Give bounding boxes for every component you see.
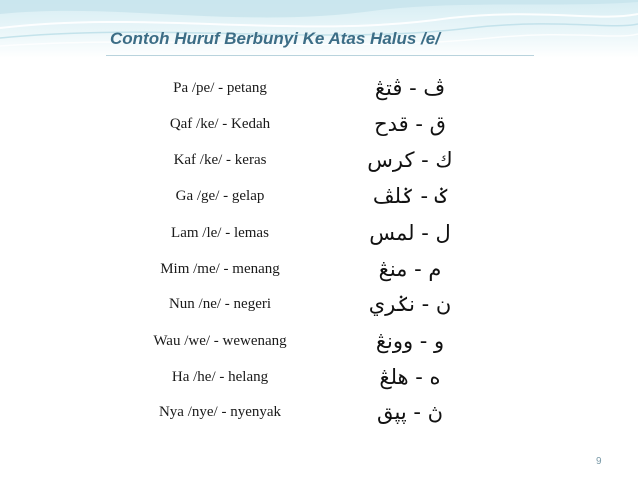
jawi-example: ه - هلڠ — [379, 365, 441, 389]
latin-example: Nun /ne/ - negeri — [168, 296, 272, 312]
latin-example: Kaf /ke/ - keras — [173, 152, 267, 168]
table-row — [0, 182, 638, 210]
latin-example: Ha /he/ - helang — [171, 369, 269, 385]
jawi-example: ݢ - ݢلڤ — [372, 184, 448, 208]
latin-example: Nya /nye/ - nyenyak — [158, 404, 282, 420]
table-row — [0, 363, 638, 391]
jawi-example: ن - نݢري — [368, 292, 452, 316]
latin-example: Wau /we/ - wewenang — [153, 333, 287, 349]
latin-example: Ga /ge/ - gelap — [175, 188, 265, 204]
latin-example: Qaf /ke/ - Kedah — [169, 116, 271, 132]
table-row — [0, 398, 638, 426]
table-row — [0, 327, 638, 355]
slide-title: Contoh Huruf Berbunyi Ke Atas Halus /e/ — [110, 29, 440, 48]
jawi-example: ڽ - ڽڽق — [376, 400, 444, 424]
title-underline — [106, 55, 534, 56]
table-row — [0, 146, 638, 174]
table-row — [0, 255, 638, 283]
latin-example: Pa /pe/ - petang — [173, 80, 267, 96]
latin-example: Lam /le/ - lemas — [171, 225, 269, 241]
jawi-example: و - وونڠ — [375, 329, 445, 353]
jawi-example: ك - كرس — [367, 148, 453, 172]
table-row — [0, 290, 638, 318]
latin-example: Mim /me/ - menang — [160, 261, 280, 277]
table-row — [0, 110, 638, 138]
page-number: 9 — [596, 456, 602, 467]
jawi-example: ل - لمس — [369, 221, 451, 245]
jawi-example: ڤ - ڤتڠ — [374, 76, 446, 100]
jawi-example: ق - قدح — [374, 112, 446, 136]
table-row — [0, 74, 638, 102]
jawi-example: م - منڠ — [378, 257, 442, 281]
table-row — [0, 219, 638, 247]
